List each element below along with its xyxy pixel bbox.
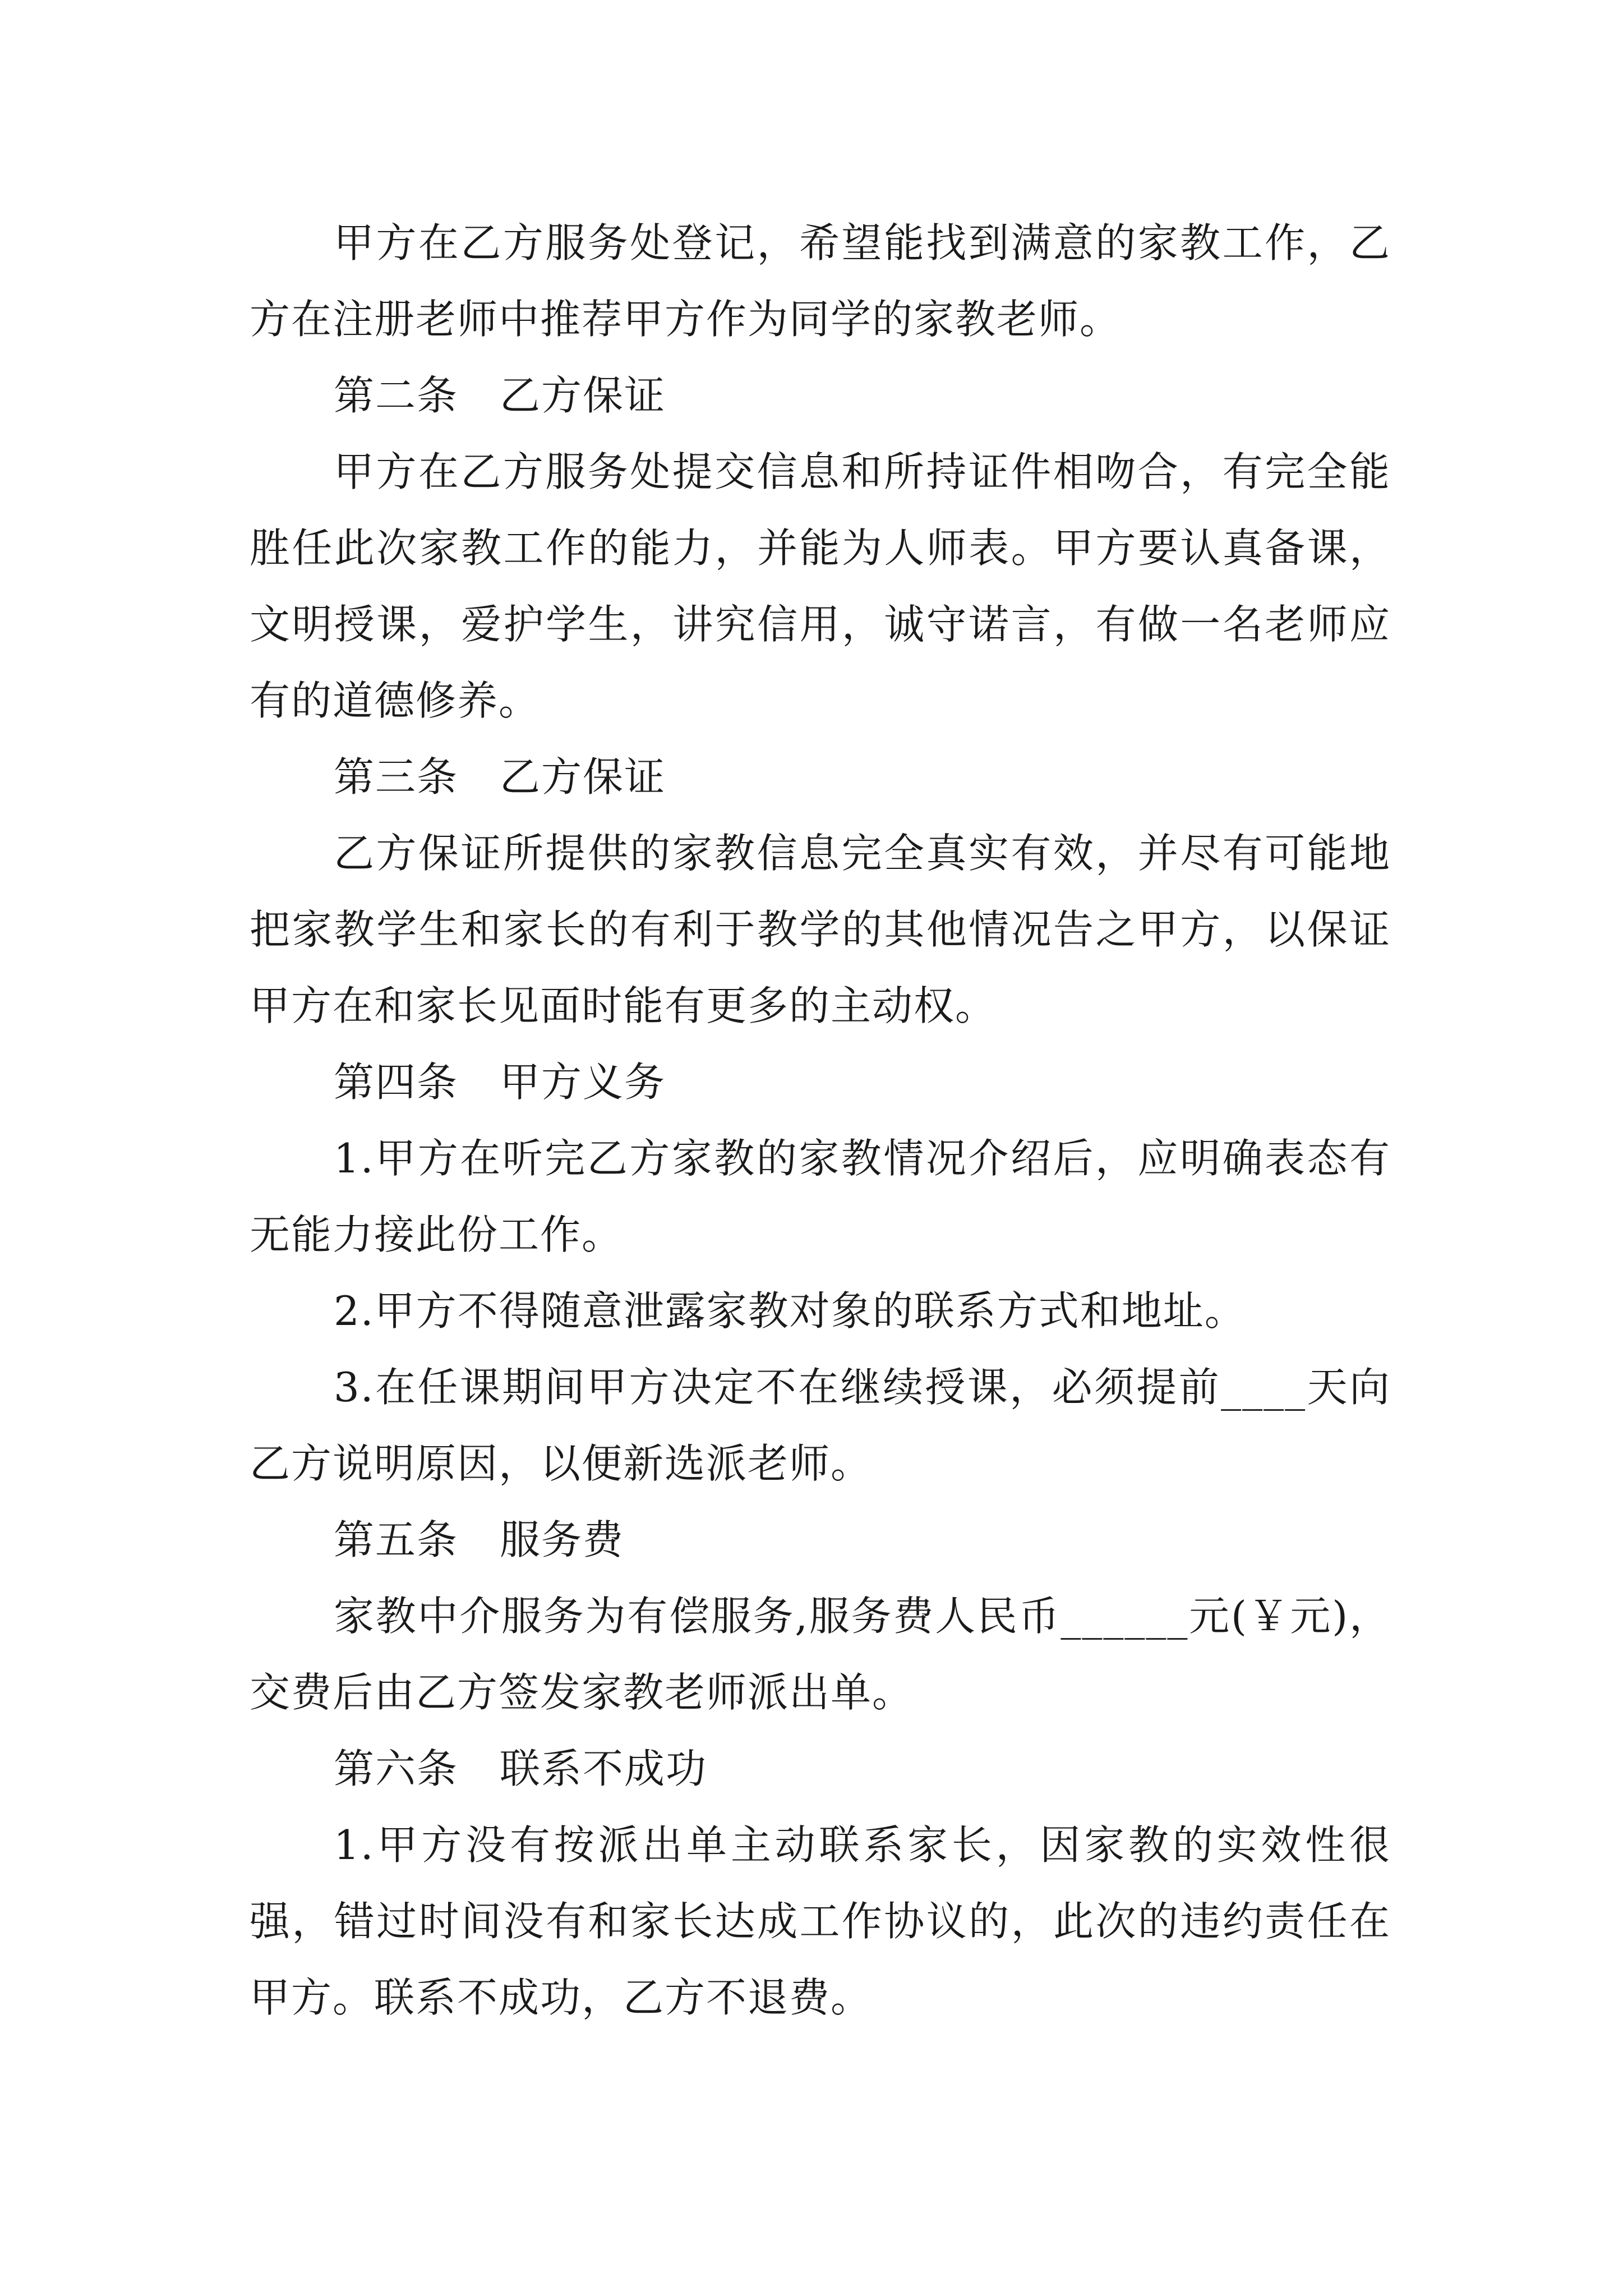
article-4-item-2: 2.甲方不得随意泄露家教对象的联系方式和地址。 bbox=[334, 1287, 1246, 1335]
article-3-paragraph: 乙方保证所提供的家教信息完全真实有效，并尽有可能地把家教学生和家长的有利于教学的其他情况告之甲方，以保证甲方在和家长见面时能有更多的主动权。 bbox=[250, 830, 1391, 1029]
article-4-heading: 第四条 甲方义务 bbox=[334, 1059, 666, 1106]
article-4-item-3: 3.在任课期间甲方决定不在继续授课，必须提前____天向乙方说明原因，以便新选派老师。 bbox=[250, 1364, 1391, 1487]
article-4-item-1: 1.甲方在听完乙方家教的家教情况介绍后，应明确表态有无能力接此份工作。 bbox=[250, 1135, 1391, 1258]
document-body bbox=[250, 205, 1391, 2036]
article-2-paragraph: 甲方在乙方服务处提交信息和所持证件相吻合，有完全能胜任此次家教工作的能力，并能为人师表。甲方要认真备课，文明授课，爱护学生，讲究信用，诚守诺言，有做一名老师应有的道德修养。 bbox=[250, 448, 1391, 724]
article-3-heading: 第三条 乙方保证 bbox=[334, 753, 666, 800]
article-5-heading: 第五条 服务费 bbox=[334, 1516, 625, 1563]
paragraph-intro: 甲方在乙方服务处登记，希望能找到满意的家教工作，乙方在注册老师中推荐甲方作为同学的家教老师。 bbox=[250, 219, 1391, 343]
article-2-heading: 第二条 乙方保证 bbox=[334, 372, 666, 419]
article-6-heading: 第六条 联系不成功 bbox=[334, 1745, 708, 1792]
article-5-paragraph: 家教中介服务为有偿服务,服务费人民币______元(￥元)，交费后由乙方签发家教老师派出单。 bbox=[250, 1593, 1391, 1716]
article-6-item-1: 1.甲方没有按派出单主动联系家长，因家教的实效性很强，错过时间没有和家长达成工作协议的，此次的违约责任在甲方。联系不成功，乙方不退费。 bbox=[250, 1821, 1391, 2021]
